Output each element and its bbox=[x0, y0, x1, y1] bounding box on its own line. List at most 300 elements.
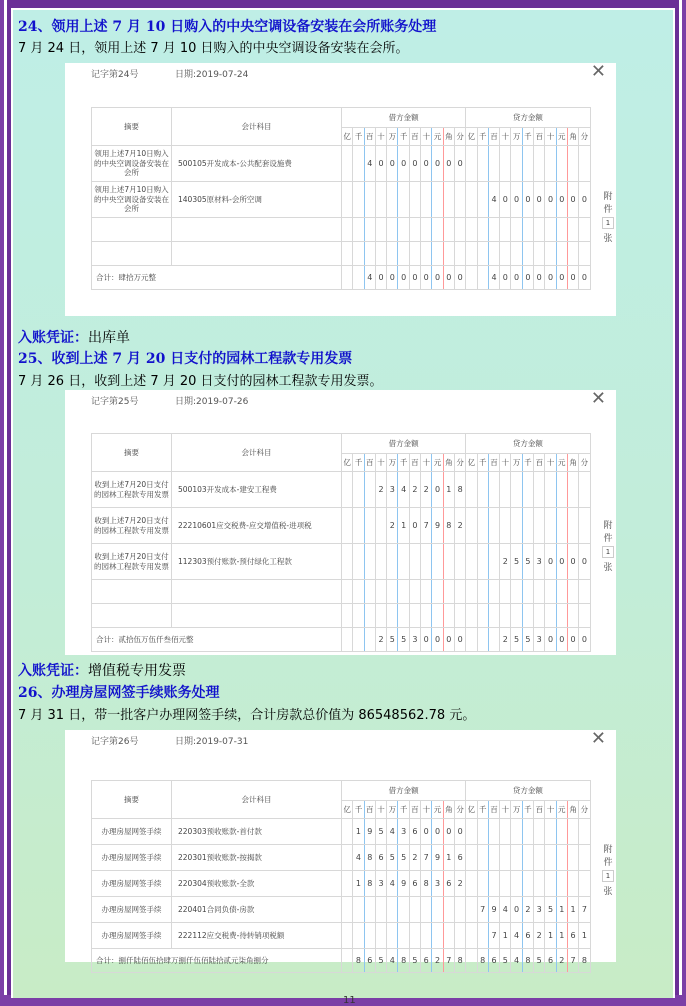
amount-digit: 2 bbox=[534, 923, 545, 949]
blank-cell bbox=[534, 604, 545, 628]
amount-digit: 0 bbox=[421, 819, 432, 845]
blank-cell bbox=[534, 580, 545, 604]
amount-digit: 1 bbox=[353, 871, 364, 897]
unit-label: 千 bbox=[522, 801, 533, 819]
amount-digit bbox=[375, 508, 386, 544]
blank-cell bbox=[421, 242, 432, 266]
amount-digit bbox=[353, 628, 364, 652]
voucher-table bbox=[91, 433, 591, 652]
amount-digit bbox=[567, 819, 578, 845]
blank-cell bbox=[409, 580, 420, 604]
blank-cell bbox=[421, 604, 432, 628]
blank-cell bbox=[545, 604, 556, 628]
unit-label: 十 bbox=[545, 801, 556, 819]
amount-digit bbox=[466, 949, 477, 973]
blank-row bbox=[92, 218, 591, 242]
unit-label: 角 bbox=[567, 128, 578, 146]
amount-digit bbox=[579, 508, 590, 544]
amount-digit: 0 bbox=[500, 266, 511, 290]
unit-label: 百 bbox=[534, 128, 545, 146]
amount-digit bbox=[500, 845, 511, 871]
amount-digit: 8 bbox=[364, 845, 375, 871]
close-icon[interactable]: ✕ bbox=[590, 728, 606, 749]
blank-cell bbox=[364, 580, 375, 604]
unit-label: 元 bbox=[556, 801, 567, 819]
blank-cell bbox=[92, 242, 172, 266]
amount-digit bbox=[500, 819, 511, 845]
attach-count-value[interactable]: 1 bbox=[602, 870, 614, 882]
amount-digit: 0 bbox=[556, 544, 567, 580]
amount-digit: 4 bbox=[364, 266, 375, 290]
amount-digit: 7 bbox=[443, 949, 454, 973]
table-row bbox=[92, 146, 591, 182]
unit-label: 元 bbox=[432, 454, 443, 472]
unit-label: 十 bbox=[421, 128, 432, 146]
amount-digit: 3 bbox=[375, 871, 386, 897]
blank-cell bbox=[567, 580, 578, 604]
section-26-heading: 26、办理房屋网签手续账务处理 bbox=[18, 685, 220, 701]
amount-digit bbox=[579, 871, 590, 897]
amount-digit bbox=[477, 544, 488, 580]
amount-digit: 2 bbox=[556, 949, 567, 973]
unit-label: 千 bbox=[353, 801, 364, 819]
row-account: 500105开发成本-公共配套设施费 bbox=[172, 146, 342, 182]
amount-digit bbox=[387, 897, 398, 923]
amount-digit: 1 bbox=[545, 923, 556, 949]
amount-digit bbox=[443, 897, 454, 923]
total-row bbox=[92, 628, 591, 652]
attach-label: 张 bbox=[603, 563, 613, 573]
blank-cell bbox=[375, 242, 386, 266]
amount-digit: 0 bbox=[398, 266, 409, 290]
amount-digit: 9 bbox=[488, 897, 499, 923]
blank-cell bbox=[466, 604, 477, 628]
amount-digit: 4 bbox=[387, 871, 398, 897]
row-summary: 办理房屋网签手续 bbox=[92, 871, 172, 897]
debit-header: 借方金额 bbox=[342, 434, 466, 454]
amount-digit bbox=[342, 544, 353, 580]
blank-cell bbox=[375, 604, 386, 628]
amount-digit bbox=[398, 923, 409, 949]
unit-label: 百 bbox=[409, 454, 420, 472]
blank-cell bbox=[432, 604, 443, 628]
amount-digit bbox=[522, 508, 533, 544]
amount-digit: 6 bbox=[522, 923, 533, 949]
attach-count-value[interactable]: 1 bbox=[602, 546, 614, 558]
amount-digit: 2 bbox=[375, 472, 386, 508]
amount-digit bbox=[342, 819, 353, 845]
unit-label: 元 bbox=[556, 128, 567, 146]
amount-digit bbox=[579, 472, 590, 508]
amount-digit: 5 bbox=[398, 845, 409, 871]
voucher-24 bbox=[65, 63, 616, 316]
unit-label: 千 bbox=[477, 454, 488, 472]
amount-digit bbox=[466, 628, 477, 652]
unit-label: 万 bbox=[387, 128, 398, 146]
blank-cell bbox=[342, 218, 353, 242]
amount-digit: 6 bbox=[454, 845, 465, 871]
blank-cell bbox=[375, 580, 386, 604]
amount-digit: 3 bbox=[387, 472, 398, 508]
blank-cell bbox=[466, 218, 477, 242]
amount-digit: 0 bbox=[556, 266, 567, 290]
blank-row bbox=[92, 604, 591, 628]
amount-digit bbox=[364, 472, 375, 508]
unit-label: 分 bbox=[579, 801, 590, 819]
amount-digit bbox=[387, 182, 398, 218]
amount-digit bbox=[443, 923, 454, 949]
amount-digit bbox=[353, 544, 364, 580]
amount-digit: 0 bbox=[432, 628, 443, 652]
amount-digit: 0 bbox=[454, 266, 465, 290]
unit-label: 百 bbox=[364, 128, 375, 146]
unit-label: 千 bbox=[353, 454, 364, 472]
amount-digit bbox=[364, 897, 375, 923]
amount-digit bbox=[522, 472, 533, 508]
blank-cell bbox=[477, 580, 488, 604]
amount-digit bbox=[511, 819, 522, 845]
amount-digit bbox=[567, 845, 578, 871]
amount-digit: 9 bbox=[432, 508, 443, 544]
unit-label: 百 bbox=[364, 801, 375, 819]
amount-digit: 0 bbox=[387, 146, 398, 182]
amount-digit: 0 bbox=[579, 266, 590, 290]
unit-label: 亿 bbox=[342, 801, 353, 819]
amount-digit: 2 bbox=[421, 472, 432, 508]
amount-digit bbox=[432, 897, 443, 923]
blank-cell bbox=[342, 242, 353, 266]
amount-digit bbox=[342, 472, 353, 508]
blank-cell bbox=[534, 242, 545, 266]
attach-label: 张 bbox=[603, 234, 613, 244]
row-account: 220301预收账款-按揭款 bbox=[172, 845, 342, 871]
entry-label: 入账凭证： bbox=[18, 663, 88, 679]
amount-digit: 0 bbox=[522, 266, 533, 290]
amount-digit bbox=[466, 544, 477, 580]
blank-cell bbox=[500, 242, 511, 266]
row-account: 140305原材料-会所空调 bbox=[172, 182, 342, 218]
blank-cell bbox=[556, 242, 567, 266]
amount-digit: 0 bbox=[556, 182, 567, 218]
amount-digit: 9 bbox=[432, 845, 443, 871]
unit-label: 万 bbox=[387, 454, 398, 472]
amount-digit bbox=[579, 146, 590, 182]
amount-digit bbox=[466, 897, 477, 923]
amount-digit bbox=[421, 923, 432, 949]
voucher-number: 记字第24号 bbox=[91, 70, 139, 80]
blank-cell bbox=[432, 242, 443, 266]
section-25-text: 7 月 26 日，收到上述 7 月 20 日支付的园林工程款专用发票。 bbox=[18, 374, 383, 389]
amount-digit bbox=[477, 182, 488, 218]
amount-digit: 2 bbox=[522, 897, 533, 923]
blank-cell bbox=[488, 242, 499, 266]
blank-cell bbox=[488, 580, 499, 604]
summary-header: 摘要 bbox=[92, 108, 172, 146]
blank-cell bbox=[443, 242, 454, 266]
blank-cell bbox=[522, 218, 533, 242]
table-row bbox=[92, 182, 591, 218]
blank-cell bbox=[353, 604, 364, 628]
amount-digit: 5 bbox=[534, 949, 545, 973]
amount-digit bbox=[511, 472, 522, 508]
amount-digit: 1 bbox=[567, 897, 578, 923]
amount-digit bbox=[375, 182, 386, 218]
row-summary: 收到上述7月20日支付的园林工程款专用发票 bbox=[92, 472, 172, 508]
amount-digit: 0 bbox=[454, 628, 465, 652]
amount-digit bbox=[488, 544, 499, 580]
amount-digit: 0 bbox=[545, 544, 556, 580]
amount-digit bbox=[567, 472, 578, 508]
amount-digit bbox=[342, 266, 353, 290]
blank-cell bbox=[466, 580, 477, 604]
section-24-entry bbox=[18, 327, 130, 347]
amount-digit: 6 bbox=[545, 949, 556, 973]
total-label: 合计：贰拾伍万伍仟叁佰元整 bbox=[92, 628, 342, 652]
table-row bbox=[92, 897, 591, 923]
blank-cell bbox=[443, 580, 454, 604]
amount-digit bbox=[353, 182, 364, 218]
amount-digit bbox=[342, 897, 353, 923]
amount-digit: 4 bbox=[364, 146, 375, 182]
amount-digit: 0 bbox=[511, 266, 522, 290]
amount-digit: 0 bbox=[567, 544, 578, 580]
amount-digit bbox=[342, 182, 353, 218]
table-row bbox=[92, 871, 591, 897]
amount-digit: 0 bbox=[421, 628, 432, 652]
amount-digit bbox=[500, 871, 511, 897]
amount-digit bbox=[364, 182, 375, 218]
row-summary: 办理房屋网签手续 bbox=[92, 897, 172, 923]
attach-count-value[interactable]: 1 bbox=[602, 217, 614, 229]
blank-cell bbox=[556, 580, 567, 604]
attachment-count bbox=[601, 518, 615, 573]
debit-header: 借方金额 bbox=[342, 781, 466, 801]
amount-digit bbox=[364, 544, 375, 580]
credit-header: 贷方金额 bbox=[466, 434, 590, 454]
blank-cell bbox=[511, 218, 522, 242]
credit-header: 贷方金额 bbox=[466, 781, 590, 801]
blank-cell bbox=[443, 218, 454, 242]
amount-digit: 6 bbox=[409, 871, 420, 897]
amount-digit bbox=[477, 628, 488, 652]
amount-digit bbox=[342, 871, 353, 897]
blank-cell bbox=[500, 604, 511, 628]
amount-digit: 0 bbox=[409, 266, 420, 290]
amount-digit: 3 bbox=[409, 628, 420, 652]
voucher-date: 日期:2019-07-26 bbox=[175, 397, 249, 407]
amount-digit bbox=[488, 845, 499, 871]
unit-label: 百 bbox=[488, 128, 499, 146]
amount-digit: 6 bbox=[421, 949, 432, 973]
amount-digit: 9 bbox=[398, 871, 409, 897]
unit-label: 百 bbox=[534, 454, 545, 472]
amount-digit bbox=[421, 897, 432, 923]
blank-cell bbox=[579, 580, 590, 604]
amount-digit: 8 bbox=[579, 949, 590, 973]
amount-digit bbox=[488, 871, 499, 897]
blank-cell bbox=[443, 604, 454, 628]
amount-digit bbox=[454, 897, 465, 923]
amount-digit bbox=[466, 472, 477, 508]
amount-digit: 0 bbox=[511, 897, 522, 923]
amount-digit: 0 bbox=[409, 508, 420, 544]
amount-digit bbox=[432, 544, 443, 580]
amount-digit bbox=[454, 923, 465, 949]
amount-digit bbox=[545, 146, 556, 182]
amount-digit bbox=[477, 146, 488, 182]
table-row bbox=[92, 819, 591, 845]
total-label: 合计：肆拾万元整 bbox=[92, 266, 342, 290]
amount-digit: 7 bbox=[567, 949, 578, 973]
blank-cell bbox=[466, 242, 477, 266]
blank-row bbox=[92, 580, 591, 604]
amount-digit bbox=[522, 819, 533, 845]
amount-digit bbox=[466, 923, 477, 949]
unit-label: 角 bbox=[567, 801, 578, 819]
amount-digit: 0 bbox=[500, 182, 511, 218]
amount-digit bbox=[579, 845, 590, 871]
amount-digit bbox=[556, 845, 567, 871]
blank-cell bbox=[421, 580, 432, 604]
total-label: 合计：捌仟陆佰伍拾肆万捌仟伍佰陆拾贰元柒角捌分 bbox=[92, 949, 342, 973]
blank-cell bbox=[477, 604, 488, 628]
attach-label: 附 bbox=[603, 521, 613, 531]
amount-digit bbox=[477, 923, 488, 949]
blank-cell bbox=[500, 218, 511, 242]
amount-digit: 3 bbox=[534, 544, 545, 580]
amount-digit bbox=[477, 508, 488, 544]
blank-cell bbox=[172, 604, 342, 628]
amount-digit bbox=[488, 146, 499, 182]
section-24-text: 7 月 24 日，领用上述 7 月 10 日购入的中央空调设备安装在会所。 bbox=[18, 41, 409, 56]
table-row bbox=[92, 544, 591, 580]
amount-digit: 7 bbox=[579, 897, 590, 923]
blank-cell bbox=[556, 604, 567, 628]
amount-digit bbox=[534, 472, 545, 508]
amount-digit: 1 bbox=[443, 845, 454, 871]
blank-cell bbox=[92, 604, 172, 628]
row-account: 22210601应交税费-应交增值税-进项税 bbox=[172, 508, 342, 544]
amount-digit bbox=[488, 472, 499, 508]
close-icon[interactable]: ✕ bbox=[590, 61, 606, 82]
amount-digit: 8 bbox=[454, 949, 465, 973]
blank-cell bbox=[398, 580, 409, 604]
blank-cell bbox=[567, 218, 578, 242]
amount-digit: 0 bbox=[387, 266, 398, 290]
amount-digit: 2 bbox=[387, 508, 398, 544]
amount-digit: 1 bbox=[353, 819, 364, 845]
page-content bbox=[11, 8, 675, 1006]
attach-label: 附 bbox=[603, 845, 613, 855]
amount-digit: 0 bbox=[454, 819, 465, 845]
unit-label: 万 bbox=[387, 801, 398, 819]
amount-digit bbox=[534, 146, 545, 182]
amount-digit: 2 bbox=[454, 871, 465, 897]
amount-digit: 4 bbox=[488, 266, 499, 290]
unit-label: 万 bbox=[511, 454, 522, 472]
blank-cell bbox=[409, 218, 420, 242]
blank-cell bbox=[398, 218, 409, 242]
amount-digit bbox=[421, 182, 432, 218]
amount-digit bbox=[511, 871, 522, 897]
amount-digit: 7 bbox=[477, 897, 488, 923]
attach-label: 附 bbox=[603, 192, 613, 202]
blank-cell bbox=[556, 218, 567, 242]
amount-digit: 0 bbox=[432, 266, 443, 290]
blank-cell bbox=[342, 604, 353, 628]
close-icon[interactable]: ✕ bbox=[590, 388, 606, 409]
amount-digit bbox=[556, 472, 567, 508]
table-row bbox=[92, 472, 591, 508]
unit-label: 角 bbox=[567, 454, 578, 472]
amount-digit bbox=[522, 146, 533, 182]
amount-digit bbox=[342, 628, 353, 652]
unit-label: 角 bbox=[443, 801, 454, 819]
amount-digit: 1 bbox=[500, 923, 511, 949]
amount-digit: 1 bbox=[443, 472, 454, 508]
row-account: 220304预收账款-全款 bbox=[172, 871, 342, 897]
row-summary: 收到上述7月20日支付的园林工程款专用发票 bbox=[92, 544, 172, 580]
amount-digit bbox=[409, 182, 420, 218]
section-24-heading: 24、领用上述 7 月 10 日购入的中央空调设备安装在会所账务处理 bbox=[18, 19, 437, 35]
unit-label: 十 bbox=[500, 128, 511, 146]
amount-digit bbox=[466, 845, 477, 871]
amount-digit bbox=[364, 923, 375, 949]
amount-digit bbox=[534, 871, 545, 897]
unit-label: 十 bbox=[421, 454, 432, 472]
unit-label: 百 bbox=[409, 128, 420, 146]
blank-cell bbox=[387, 218, 398, 242]
amount-digit bbox=[353, 897, 364, 923]
amount-digit bbox=[342, 923, 353, 949]
account-header: 会计科目 bbox=[172, 434, 342, 472]
row-summary: 办理房屋网签手续 bbox=[92, 845, 172, 871]
amount-digit: 5 bbox=[387, 628, 398, 652]
amount-digit bbox=[375, 923, 386, 949]
amount-digit bbox=[466, 146, 477, 182]
amount-digit: 5 bbox=[375, 949, 386, 973]
blank-cell bbox=[353, 218, 364, 242]
amount-digit bbox=[409, 923, 420, 949]
unit-label: 十 bbox=[500, 801, 511, 819]
amount-digit bbox=[398, 182, 409, 218]
amount-digit: 4 bbox=[387, 819, 398, 845]
unit-label: 十 bbox=[375, 801, 386, 819]
amount-digit bbox=[398, 544, 409, 580]
voucher-date: 日期:2019-07-24 bbox=[175, 70, 249, 80]
table-row bbox=[92, 845, 591, 871]
blank-cell bbox=[567, 604, 578, 628]
unit-label: 千 bbox=[522, 454, 533, 472]
amount-digit: 3 bbox=[534, 628, 545, 652]
unit-label: 十 bbox=[545, 128, 556, 146]
table-row bbox=[92, 508, 591, 544]
blank-cell bbox=[545, 580, 556, 604]
voucher-table bbox=[91, 107, 591, 290]
blank-cell bbox=[398, 604, 409, 628]
amount-digit: 8 bbox=[443, 508, 454, 544]
amount-digit bbox=[454, 544, 465, 580]
unit-label: 百 bbox=[488, 454, 499, 472]
attach-label: 件 bbox=[603, 534, 613, 544]
summary-header: 摘要 bbox=[92, 781, 172, 819]
amount-digit: 6 bbox=[364, 949, 375, 973]
unit-label: 元 bbox=[432, 128, 443, 146]
row-account: 220303预收账款-首付款 bbox=[172, 819, 342, 845]
blank-cell bbox=[477, 218, 488, 242]
unit-label: 千 bbox=[353, 128, 364, 146]
amount-digit: 3 bbox=[432, 871, 443, 897]
